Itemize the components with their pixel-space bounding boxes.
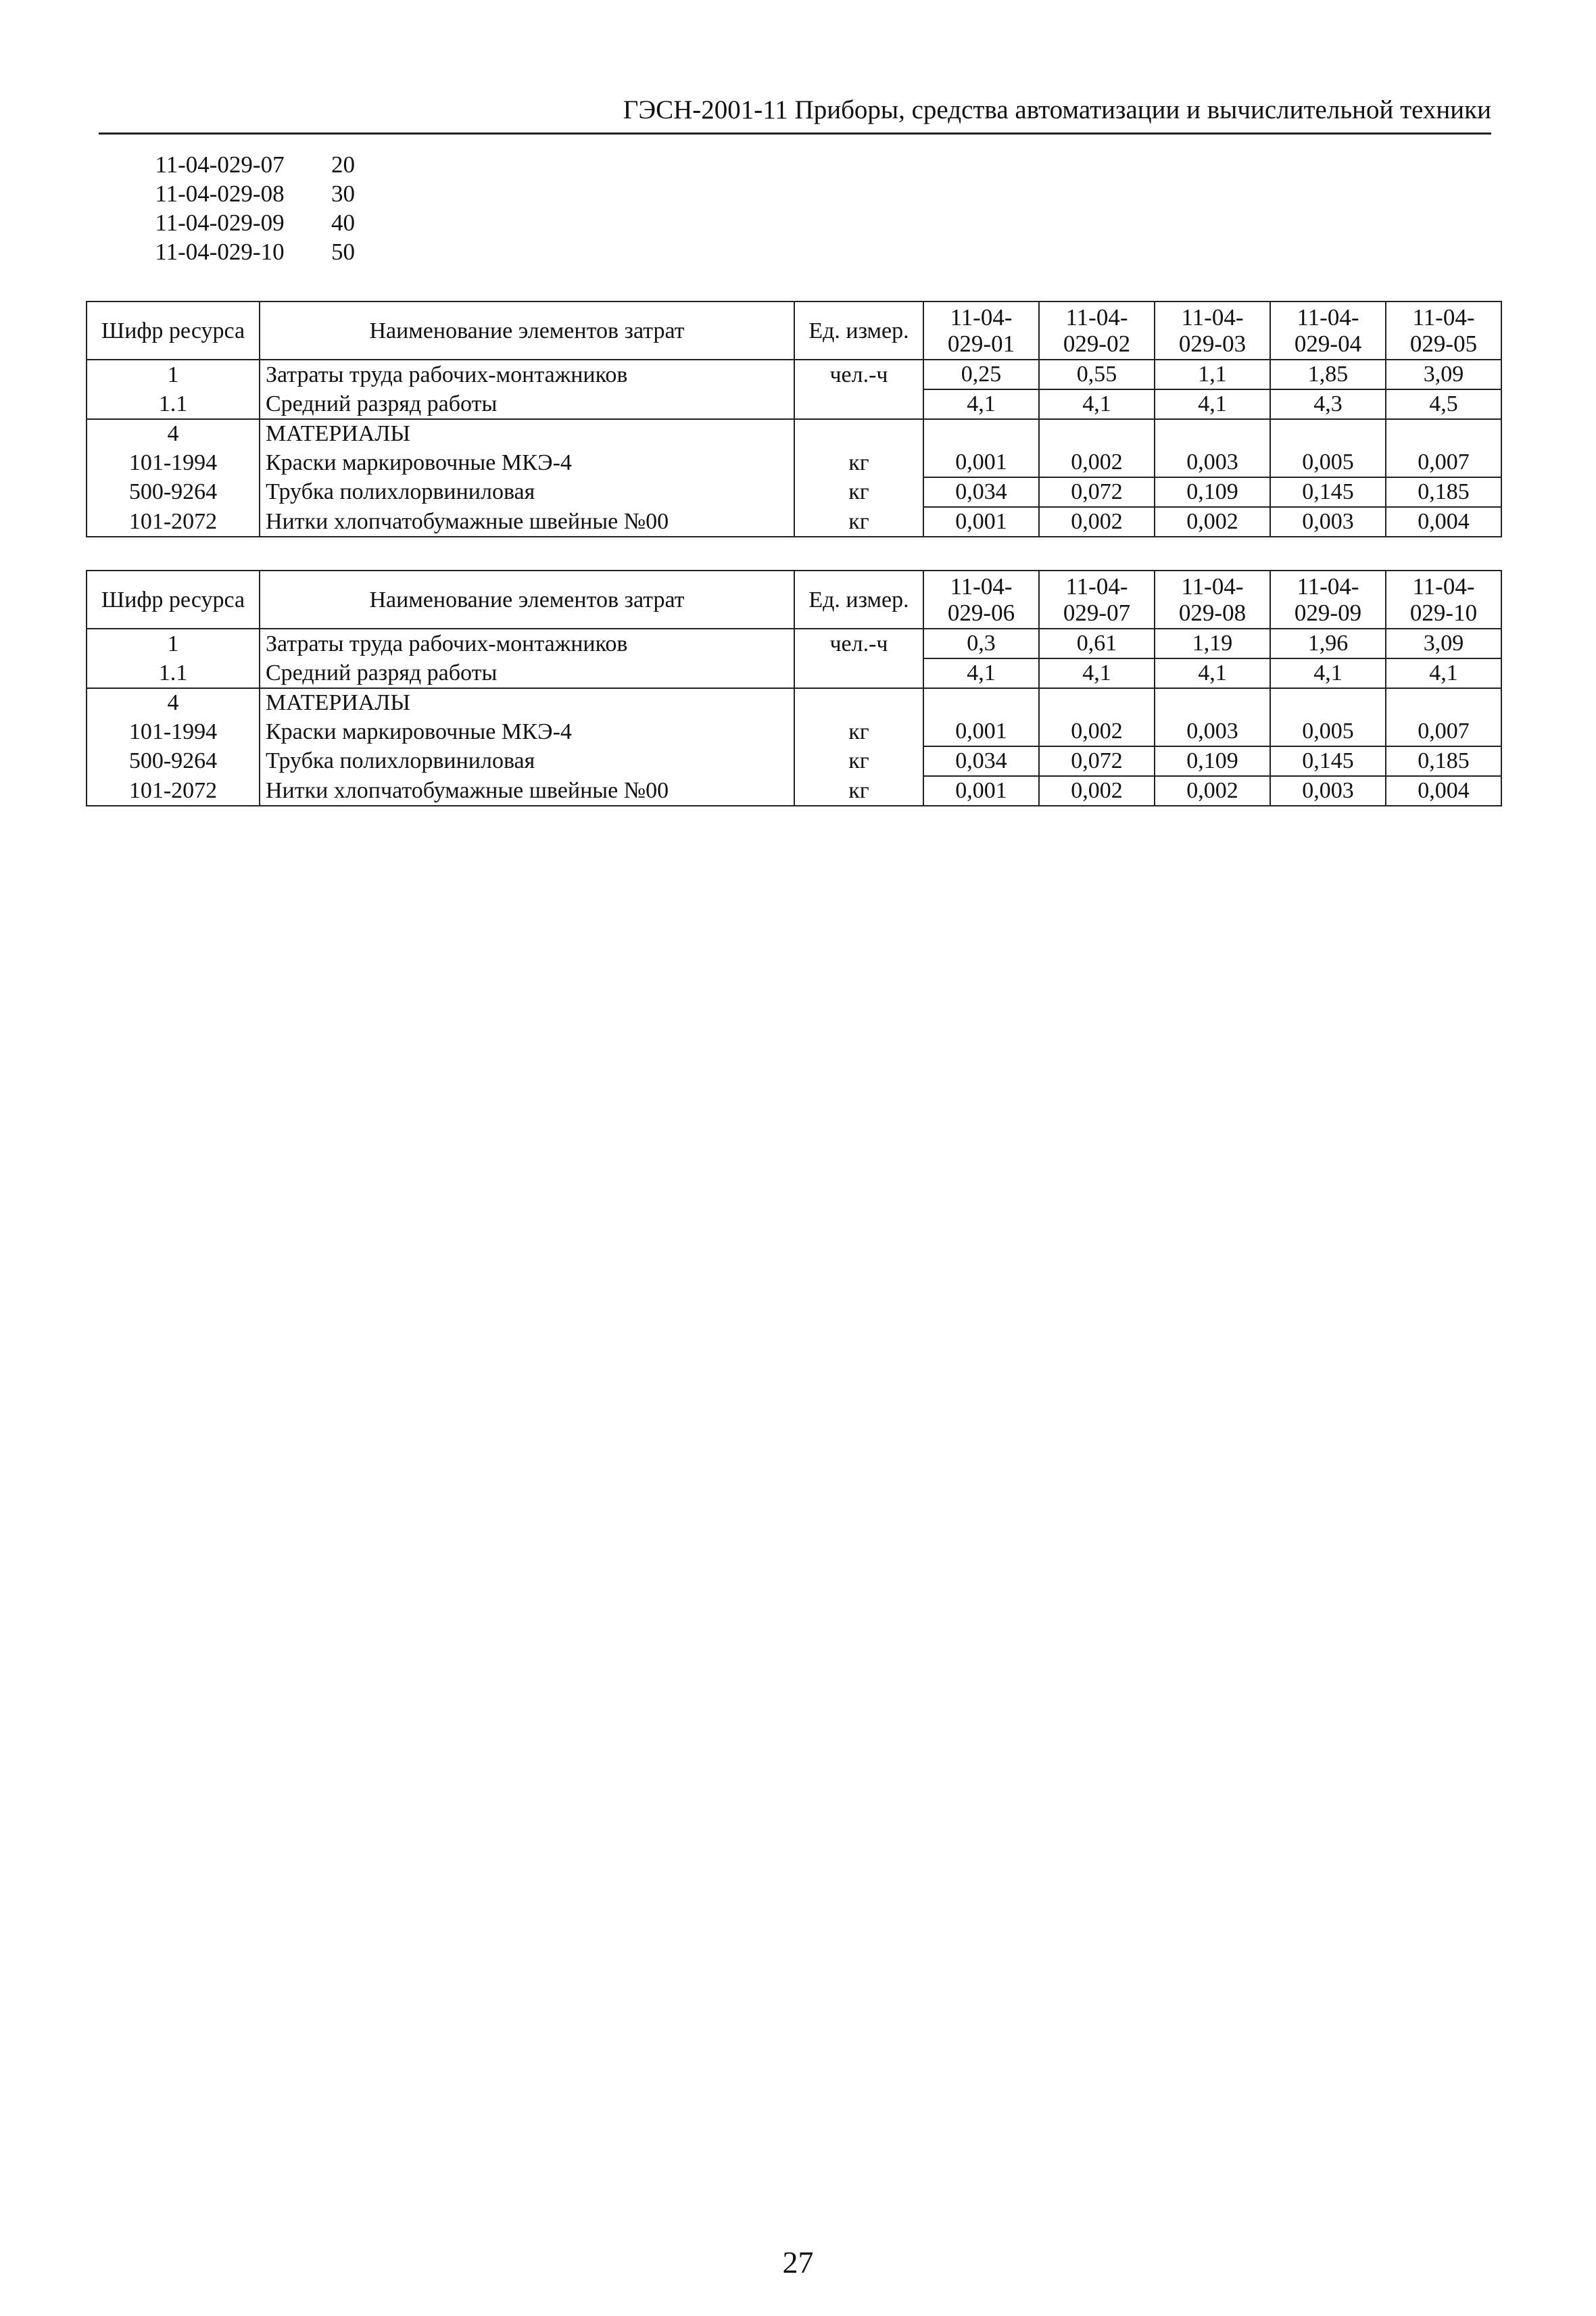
page-header-title: ГЭСН-2001-11 Приборы, средства автоматизации и вычислительной техники: [623, 95, 1491, 124]
header-norm-col: 11-04- 029-08: [1155, 571, 1270, 629]
header-norm-col: 11-04- 029-02: [1039, 301, 1155, 360]
value-cell: 0,3: [923, 629, 1039, 658]
value-cell: 0,185: [1386, 746, 1501, 776]
value-cell: 0,072: [1039, 477, 1155, 507]
resource-unit: кг: [794, 448, 923, 477]
resource-code: 1: [87, 629, 260, 658]
value-cell: 0,002: [1039, 507, 1155, 537]
header-norm-col: 11-04- 029-10: [1386, 571, 1501, 629]
table-row: [87, 360, 1501, 389]
header-norm-col: 11-04- 029-04: [1270, 301, 1386, 360]
resource-unit: кг: [794, 746, 923, 776]
code-row: [108, 150, 355, 179]
value-cell: [1155, 688, 1270, 717]
value-cell: 0,145: [1270, 477, 1386, 507]
value-cell: 0,109: [1155, 746, 1270, 776]
value-cell: 0,003: [1155, 448, 1270, 477]
value-cell: 0,002: [1039, 717, 1155, 746]
value-cell: 4,3: [1270, 389, 1386, 419]
value-cell: 0,007: [1386, 717, 1501, 746]
table-row: [87, 776, 1501, 806]
resource-code: 500-9264: [87, 746, 260, 776]
resource-code: 101-2072: [87, 776, 260, 806]
value-cell: [1155, 419, 1270, 448]
resource-unit: [794, 688, 923, 717]
code-value: 30: [331, 180, 355, 207]
resource-name: Трубка полихлорвиниловая: [260, 477, 794, 507]
page-number: 27: [782, 2245, 814, 2279]
resource-name: Затраты труда рабочих-монтажников: [260, 629, 794, 658]
value-cell: 0,61: [1039, 629, 1155, 658]
table-row: [87, 629, 1501, 658]
value-cell: 4,1: [1155, 658, 1270, 688]
resource-code: 4: [87, 419, 260, 448]
resource-code: 101-1994: [87, 717, 260, 746]
code-value: 20: [331, 151, 355, 178]
value-cell: 1,19: [1155, 629, 1270, 658]
table-row: [87, 746, 1501, 776]
header-unit: Ед. измер.: [794, 301, 923, 360]
value-cell: 0,001: [923, 717, 1039, 746]
resource-code: 1.1: [87, 389, 260, 419]
resource-name: Трубка полихлорвиниловая: [260, 746, 794, 776]
code-row: [108, 237, 355, 266]
value-cell: 4,1: [923, 658, 1039, 688]
value-cell: [1270, 419, 1386, 448]
table-row: [87, 507, 1501, 537]
code-label: 11-04-029-10: [155, 239, 285, 265]
resource-name: Затраты труда рабочих-монтажников: [260, 360, 794, 389]
header-name: Наименование элементов затрат: [260, 571, 794, 629]
value-cell: 0,001: [923, 507, 1039, 537]
resource-name: Нитки хлопчатобумажные швейные №00: [260, 507, 794, 537]
value-cell: 0,185: [1386, 477, 1501, 507]
table-header-row: [87, 301, 1501, 360]
value-cell: [1386, 419, 1501, 448]
resource-unit: [794, 389, 923, 419]
resource-name: Краски маркировочные МКЭ-4: [260, 448, 794, 477]
code-row: [108, 179, 355, 208]
resource-code: 1: [87, 360, 260, 389]
value-cell: 0,002: [1039, 776, 1155, 806]
value-cell: [923, 419, 1039, 448]
resource-name: Средний разряд работы: [260, 389, 794, 419]
resource-name: МАТЕРИАЛЫ: [260, 688, 794, 717]
value-cell: 1,96: [1270, 629, 1386, 658]
value-cell: 0,25: [923, 360, 1039, 389]
header-code: Шифр ресурса: [87, 571, 260, 629]
resource-code: 1.1: [87, 658, 260, 688]
resource-unit: [794, 419, 923, 448]
header-name: Наименование элементов затрат: [260, 301, 794, 360]
value-cell: [1039, 688, 1155, 717]
norm-table-1: [86, 301, 1502, 537]
value-cell: 0,145: [1270, 746, 1386, 776]
header-code: Шифр ресурса: [87, 301, 260, 360]
table-header-row: [87, 571, 1501, 629]
value-cell: 0,001: [923, 776, 1039, 806]
table-row: [87, 717, 1501, 746]
value-cell: [1039, 419, 1155, 448]
header-norm-col: 11-04- 029-05: [1386, 301, 1501, 360]
resource-code: 500-9264: [87, 477, 260, 507]
value-cell: 0,005: [1270, 448, 1386, 477]
resource-unit: кг: [794, 776, 923, 806]
table-row: [87, 389, 1501, 419]
code-row: [108, 208, 355, 237]
value-cell: 4,1: [1155, 389, 1270, 419]
code-label: 11-04-029-09: [155, 210, 285, 236]
value-cell: 0,004: [1386, 776, 1501, 806]
code-value: 40: [331, 210, 355, 236]
resource-unit: кг: [794, 507, 923, 537]
value-cell: 4,5: [1386, 389, 1501, 419]
resource-unit: чел.-ч: [794, 360, 923, 389]
resource-unit: [794, 658, 923, 688]
table-row: [87, 448, 1501, 477]
header-unit: Ед. измер.: [794, 571, 923, 629]
header-norm-col: 11-04- 029-09: [1270, 571, 1386, 629]
resource-code: 101-1994: [87, 448, 260, 477]
header-norm-col: 11-04- 029-01: [923, 301, 1039, 360]
header-norm-col: 11-04- 029-06: [923, 571, 1039, 629]
table-row: [87, 477, 1501, 507]
value-cell: 4,1: [1039, 389, 1155, 419]
value-cell: 0,003: [1270, 507, 1386, 537]
header-norm-col: 11-04- 029-07: [1039, 571, 1155, 629]
resource-name: Нитки хлопчатобумажные швейные №00: [260, 776, 794, 806]
value-cell: 4,1: [1386, 658, 1501, 688]
value-cell: 0,005: [1270, 717, 1386, 746]
value-cell: 0,034: [923, 477, 1039, 507]
header-rule: [99, 132, 1491, 135]
value-cell: 0,55: [1039, 360, 1155, 389]
value-cell: 0,034: [923, 746, 1039, 776]
table-row: [87, 658, 1501, 688]
resource-unit: кг: [794, 717, 923, 746]
value-cell: 0,002: [1155, 507, 1270, 537]
resource-code: 101-2072: [87, 507, 260, 537]
value-cell: 0,003: [1270, 776, 1386, 806]
resource-name: Средний разряд работы: [260, 658, 794, 688]
value-cell: 3,09: [1386, 629, 1501, 658]
resource-name: Краски маркировочные МКЭ-4: [260, 717, 794, 746]
value-cell: 0,002: [1155, 776, 1270, 806]
value-cell: 1,85: [1270, 360, 1386, 389]
resource-name: МАТЕРИАЛЫ: [260, 419, 794, 448]
table-row: [87, 688, 1501, 717]
code-value: 50: [331, 239, 355, 265]
value-cell: 0,004: [1386, 507, 1501, 537]
value-cell: [1270, 688, 1386, 717]
value-cell: 0,003: [1155, 717, 1270, 746]
norm-table-2: [86, 570, 1502, 806]
value-cell: [923, 688, 1039, 717]
value-cell: 0,109: [1155, 477, 1270, 507]
value-cell: 1,1: [1155, 360, 1270, 389]
resource-code: 4: [87, 688, 260, 717]
header-norm-col: 11-04- 029-03: [1155, 301, 1270, 360]
resource-unit: чел.-ч: [794, 629, 923, 658]
value-cell: 4,1: [923, 389, 1039, 419]
resource-unit: кг: [794, 477, 923, 507]
value-cell: [1386, 688, 1501, 717]
value-cell: 0,001: [923, 448, 1039, 477]
value-cell: 0,002: [1039, 448, 1155, 477]
value-cell: 4,1: [1270, 658, 1386, 688]
code-label: 11-04-029-08: [155, 180, 285, 207]
code-value-list: [108, 150, 355, 266]
code-label: 11-04-029-07: [155, 151, 285, 178]
value-cell: 0,007: [1386, 448, 1501, 477]
value-cell: 3,09: [1386, 360, 1501, 389]
value-cell: 4,1: [1039, 658, 1155, 688]
table-row: [87, 419, 1501, 448]
value-cell: 0,072: [1039, 746, 1155, 776]
